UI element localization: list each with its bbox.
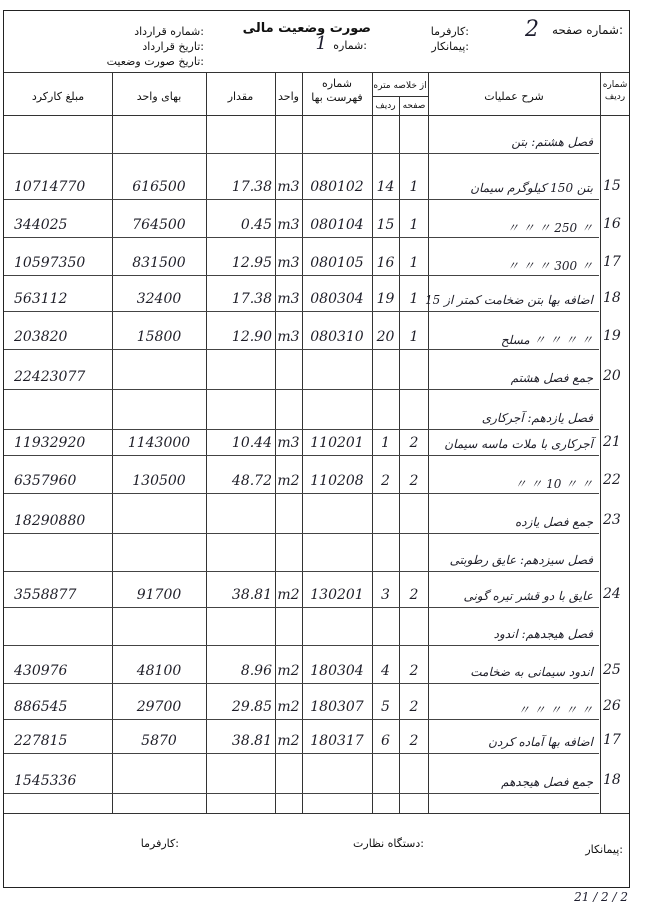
description-cell: 〃 〃 〃 〃 مسلح (500, 333, 593, 347)
price-list-item-cell: 080105 (310, 255, 364, 271)
col-header-row-number: شماره ردیف (602, 80, 628, 102)
quantity-cell: 17.38 (231, 179, 272, 195)
quantity-cell: 17.38 (231, 291, 272, 307)
unit-price-cell: 5870 (141, 733, 177, 749)
summary-row-cell: 2 (381, 473, 390, 489)
row-rule-line (4, 719, 599, 720)
amount-cell: 11932920 (14, 435, 86, 451)
row-number-cell: 17 (603, 254, 621, 270)
col-header-price-list-number: شماره فهرست بها (311, 77, 363, 104)
unit-price-cell: 15800 (136, 329, 182, 345)
amount-cell: 10597350 (14, 255, 86, 271)
unit-cell: m2 (277, 733, 300, 749)
quantity-cell: 0.45 (240, 217, 272, 233)
col-header-page: صفحه (402, 101, 426, 111)
amount-cell: 3558877 (14, 587, 77, 603)
unit-price-cell: 764500 (132, 217, 186, 233)
description-cell: 〃 300 〃 〃 〃 (506, 259, 593, 273)
statement-date-label: تاریخ صورت وضعیت: (106, 55, 204, 68)
unit-price-cell: 48100 (136, 663, 182, 679)
unit-price-cell: 29700 (136, 699, 182, 715)
row-rule-line (4, 275, 599, 276)
description-cell: جمع فصل هشتم (510, 371, 593, 385)
unit-cell: m2 (277, 587, 300, 603)
description-cell: اضافه بها آماده کردن (488, 735, 593, 749)
unit-cell: m3 (277, 435, 300, 451)
quantity-cell: 38.81 (231, 733, 272, 749)
amount-cell: 430976 (14, 663, 68, 679)
table-body-bottom-line (4, 813, 629, 814)
contractor-label: پیمانکار: (431, 40, 469, 53)
row-rule-line (4, 389, 599, 390)
price-list-item-cell: 130201 (310, 587, 364, 603)
summary-row-cell: 4 (381, 663, 390, 679)
row-rule-line (4, 645, 599, 646)
summary-page-cell: 1 (409, 217, 419, 233)
row-rule-line (4, 455, 599, 456)
description-cell: 〃 〃 〃 〃 〃 (517, 703, 593, 717)
contract-number-label: شماره قرارداد: (134, 25, 204, 38)
summary-page-cell: 2 (409, 733, 419, 749)
row-number-cell: 21 (603, 434, 621, 450)
price-list-item-cell: 110208 (310, 473, 364, 489)
description-cell: بتن 150 کیلوگرم سیمان (470, 181, 593, 195)
description-cell: فصل هیجدهم: اندود (493, 627, 593, 641)
employer-label: کارفرما: (430, 25, 469, 38)
row-rule-line (4, 349, 599, 350)
description-cell: 〃 〃 10 〃 〃 (514, 477, 593, 491)
quantity-cell: 29.85 (231, 699, 272, 715)
summary-page-cell: 2 (409, 435, 419, 451)
document-title: صورت وضعیت مالی (242, 21, 371, 36)
amount-cell: 563112 (14, 291, 68, 307)
row-rule-line (4, 493, 599, 494)
footer-supervisor-label: دستگاه نظارت: (353, 837, 424, 850)
price-list-item-cell: 080304 (310, 291, 364, 307)
description-cell: اندود سیمانی به ضخامت (470, 665, 593, 679)
description-cell: جمع فصل هیجدهم (501, 775, 593, 789)
page-number-value: 2 (525, 17, 539, 42)
quantity-cell: 48.72 (231, 473, 272, 489)
row-rule-line (4, 793, 599, 794)
amount-cell: 203820 (14, 329, 68, 345)
row-number-cell: 19 (603, 328, 621, 344)
quantity-cell: 10.44 (231, 435, 272, 451)
amount-cell: 22423077 (14, 369, 86, 385)
footer-contractor-label: پیمانکار: (585, 843, 623, 856)
footer-employer-label: کارفرما: (140, 837, 179, 850)
summary-row-cell: 19 (376, 291, 395, 307)
summary-page-cell: 2 (409, 587, 419, 603)
unit-cell: m3 (277, 179, 300, 195)
amount-cell: 344025 (14, 217, 68, 233)
unit-cell: m3 (277, 255, 300, 271)
description-cell: فصل سیزدهم: عایق رطوبتی (449, 553, 593, 567)
col-line-price (112, 72, 113, 813)
row-rule-line (4, 153, 599, 154)
summary-page-cell: 2 (409, 699, 419, 715)
unit-price-cell: 1143000 (127, 435, 191, 451)
description-cell: فصل یازدهم: آجرکاری (481, 411, 593, 425)
row-number-cell: 25 (603, 662, 621, 678)
quantity-cell: 12.95 (231, 255, 272, 271)
summary-page-cell: 2 (409, 473, 419, 489)
quantity-cell: 38.81 (231, 587, 272, 603)
row-number-cell: 15 (603, 178, 621, 194)
summary-page-cell: 2 (409, 663, 419, 679)
unit-cell: m2 (277, 473, 300, 489)
row-rule-line (4, 237, 599, 238)
description-cell: آجرکاری با ملات ماسه سیمان (444, 437, 593, 451)
summary-row-cell: 15 (376, 217, 395, 233)
summary-row-cell: 5 (381, 699, 390, 715)
unit-price-cell: 616500 (132, 179, 186, 195)
table-header-bottom-line (4, 115, 629, 116)
unit-price-cell: 130500 (132, 473, 186, 489)
row-number-cell: 26 (603, 698, 621, 714)
summary-page-cell: 1 (409, 329, 419, 345)
col-line-desc (428, 72, 429, 813)
amount-cell: 1545336 (14, 773, 77, 789)
margin-note: 21 / 2 / 2 (574, 890, 628, 904)
row-rule-line (4, 199, 599, 200)
col-header-unit: واحد (278, 90, 299, 103)
contract-date-label: تاریخ قرارداد: (142, 40, 204, 53)
col-header-from-summary: از خلاصه متره (373, 81, 427, 91)
row-number-cell: 18 (603, 772, 621, 788)
price-list-item-cell: 080104 (310, 217, 364, 233)
description-cell: عایق با دو قشر تیره گونی (463, 589, 593, 603)
price-list-item-cell: 180317 (310, 733, 364, 749)
unit-cell: m3 (277, 329, 300, 345)
summary-page-cell: 1 (409, 179, 419, 195)
financial-statement-sheet (3, 10, 630, 888)
summary-row-cell: 14 (376, 179, 395, 195)
description-cell: اضافه بها بتن ضخامت کمتر از 15 (425, 293, 593, 307)
col-line-rowno (600, 72, 601, 813)
price-list-item-cell: 080310 (310, 329, 364, 345)
unit-price-cell: 32400 (136, 291, 182, 307)
description-cell: جمع فصل یازده (514, 515, 593, 529)
unit-price-cell: 91700 (136, 587, 182, 603)
unit-cell: m2 (277, 699, 300, 715)
row-rule-line (4, 607, 599, 608)
row-rule-line (4, 429, 599, 430)
page-number-label: شماره صفحه: (551, 23, 623, 37)
col-header-description: شرح عملیات (484, 90, 544, 103)
row-rule-line (4, 571, 599, 572)
row-number-cell: 23 (603, 512, 621, 528)
row-number-cell: 22 (603, 472, 621, 488)
row-number-cell: 20 (603, 368, 621, 384)
description-cell: فصل هشتم: بتن (511, 135, 593, 149)
col-header-quantity: مقدار (227, 90, 254, 103)
price-list-item-cell: 110201 (310, 435, 364, 451)
unit-cell: m2 (277, 663, 300, 679)
summary-row-cell: 20 (376, 329, 395, 345)
price-list-item-cell: 180307 (310, 699, 364, 715)
quantity-cell: 8.96 (240, 663, 272, 679)
summary-subheader-line (372, 96, 428, 97)
summary-page-cell: 1 (409, 291, 419, 307)
row-number-cell: 24 (603, 586, 621, 602)
quantity-cell: 12.90 (231, 329, 272, 345)
col-header-row: ردیف (375, 101, 396, 111)
summary-row-cell: 6 (381, 733, 390, 749)
price-list-item-cell: 080102 (310, 179, 364, 195)
unit-cell: m3 (277, 291, 300, 307)
row-number-cell: 16 (603, 216, 621, 232)
summary-page-cell: 1 (409, 255, 419, 271)
summary-row-cell: 1 (381, 435, 390, 451)
amount-cell: 6357960 (14, 473, 77, 489)
row-rule-line (4, 753, 599, 754)
statement-number-value: 1 (315, 33, 327, 54)
table-top-line (4, 72, 629, 73)
amount-cell: 886545 (14, 699, 68, 715)
col-header-amount: مبلغ کارکرد (31, 90, 85, 103)
summary-row-cell: 3 (381, 587, 390, 603)
row-number-cell: 17 (603, 732, 621, 748)
amount-cell: 18290880 (14, 513, 86, 529)
price-list-item-cell: 180304 (310, 663, 364, 679)
unit-cell: m3 (277, 217, 300, 233)
amount-cell: 10714770 (14, 179, 86, 195)
row-rule-line (4, 311, 599, 312)
row-number-cell: 18 (603, 290, 621, 306)
unit-price-cell: 831500 (132, 255, 186, 271)
row-rule-line (4, 683, 599, 684)
statement-number-label: شماره: (333, 39, 367, 52)
row-rule-line (4, 533, 599, 534)
summary-row-cell: 16 (376, 255, 395, 271)
col-header-unit-price: بهای واحد (136, 90, 182, 103)
description-cell: 〃 250 〃 〃 〃 (506, 221, 593, 235)
amount-cell: 227815 (14, 733, 68, 749)
